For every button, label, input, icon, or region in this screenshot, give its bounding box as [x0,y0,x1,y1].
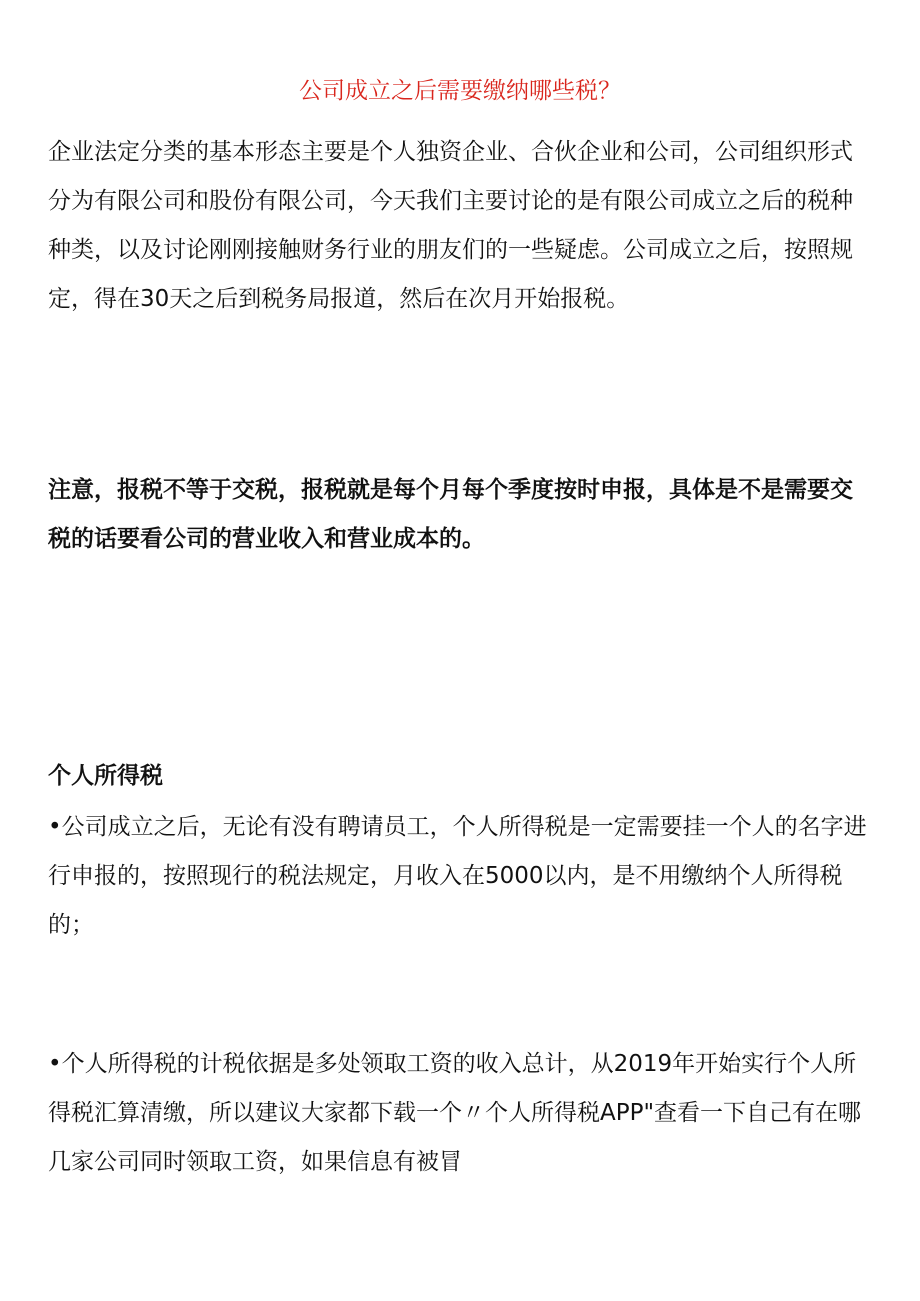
bullet-paragraph-2: •个人所得税的计税依据是多处领取工资的收入总计，从2019年开始实行个人所得税汇算清缴，所以建议大家都下载一个〃个人所得税APP"查看一下自己有在哪几家公司同时领取工资，如果信息有被冒 [48,1051,862,1175]
section-heading: 个人所得税 [48,763,163,789]
intro-paragraph: 企业法定分类的基本形态主要是个人独资企业、合伙企业和公司，公司组织形式分为有限公司和股份有限公司，今天我们主要讨论的是有限公司成立之后的税种种类，以及讨论刚刚接触财务行业的朋友们的一些疑虑。公司成立之后，按照规定，得在30天之后到税务局报道，然后在次月开始报税。 [48,139,853,312]
bullet-paragraph-1: •公司成立之后，无论有没有聘请员工，个人所得税是一定需要挂一个人的名字进行申报的，按照现行的税法规定，月收入在5000以内，是不用缴纳个人所得税的； [48,814,867,938]
document-title: 公司成立之后需要缴纳哪些税？ [299,78,621,104]
notice-paragraph: 注意，报税不等于交税，报税就是每个月每个季度按时申报，具体是不是需要交税的话要看公司的营业收入和营业成本的。 [48,477,853,552]
